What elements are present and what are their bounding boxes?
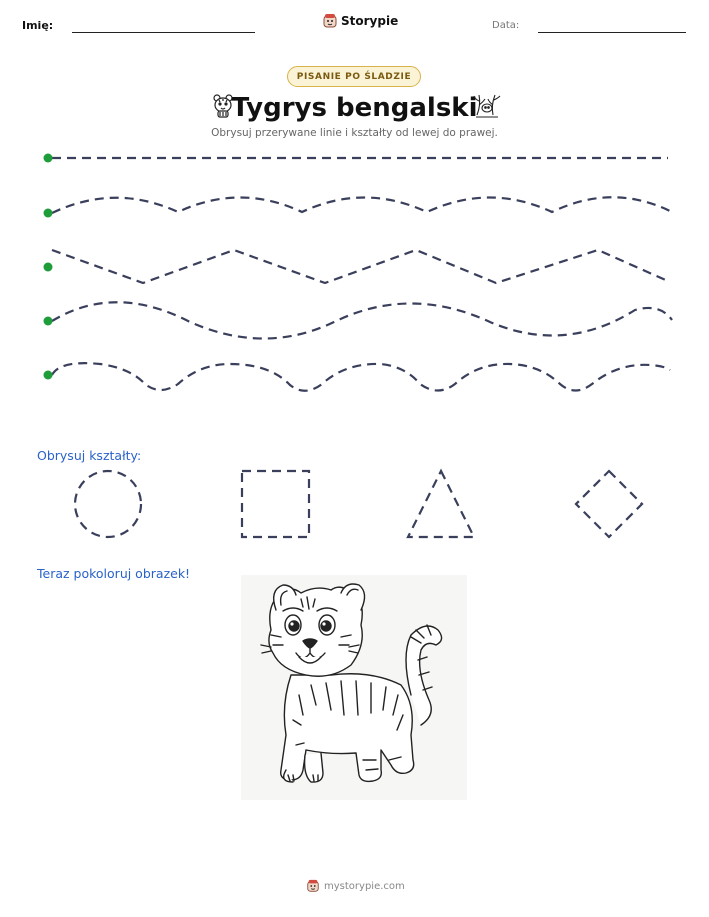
start-dot	[44, 371, 53, 380]
brand-name: Storypie	[341, 14, 399, 28]
tracing-lines	[0, 140, 709, 400]
name-label: Imię:	[22, 19, 54, 32]
date-label: Data:	[492, 20, 520, 31]
tracing-line-4[interactable]	[44, 302, 673, 338]
footer-link[interactable]: mystorypie.com	[324, 880, 405, 892]
tiger-coloring-illustration[interactable]	[241, 575, 467, 800]
start-dot	[44, 263, 53, 272]
storypie-mascot-icon	[322, 13, 338, 29]
shape-triangle[interactable]	[408, 471, 474, 537]
tracing-shapes	[60, 465, 660, 545]
page-title: Tygrys bengalski	[231, 93, 478, 123]
shapes-heading: Obrysuj kształty:	[37, 448, 142, 463]
date-line	[538, 32, 686, 33]
brand	[322, 13, 398, 29]
start-dot	[44, 317, 53, 326]
tracing-line-5[interactable]	[44, 363, 671, 391]
footer	[306, 879, 405, 893]
instructions: Obrysuj przerywane linie i kształty od lewej do prawej.	[211, 127, 498, 139]
shape-circle[interactable]	[75, 471, 141, 537]
storypie-mascot-icon	[306, 879, 320, 893]
jungle-icon	[473, 91, 501, 119]
name-line	[72, 32, 255, 33]
coloring-heading: Teraz pokoloruj obrazek!	[37, 566, 191, 581]
tracing-line-3[interactable]	[44, 250, 671, 283]
shape-diamond[interactable]	[576, 471, 642, 537]
activity-badge: PISANIE PO ŚLADZIE	[287, 66, 421, 87]
shape-square[interactable]	[242, 471, 309, 537]
start-dot	[44, 154, 53, 163]
tracing-line-2[interactable]	[44, 197, 671, 217]
start-dot	[44, 209, 53, 218]
tracing-line-1[interactable]	[44, 154, 669, 163]
